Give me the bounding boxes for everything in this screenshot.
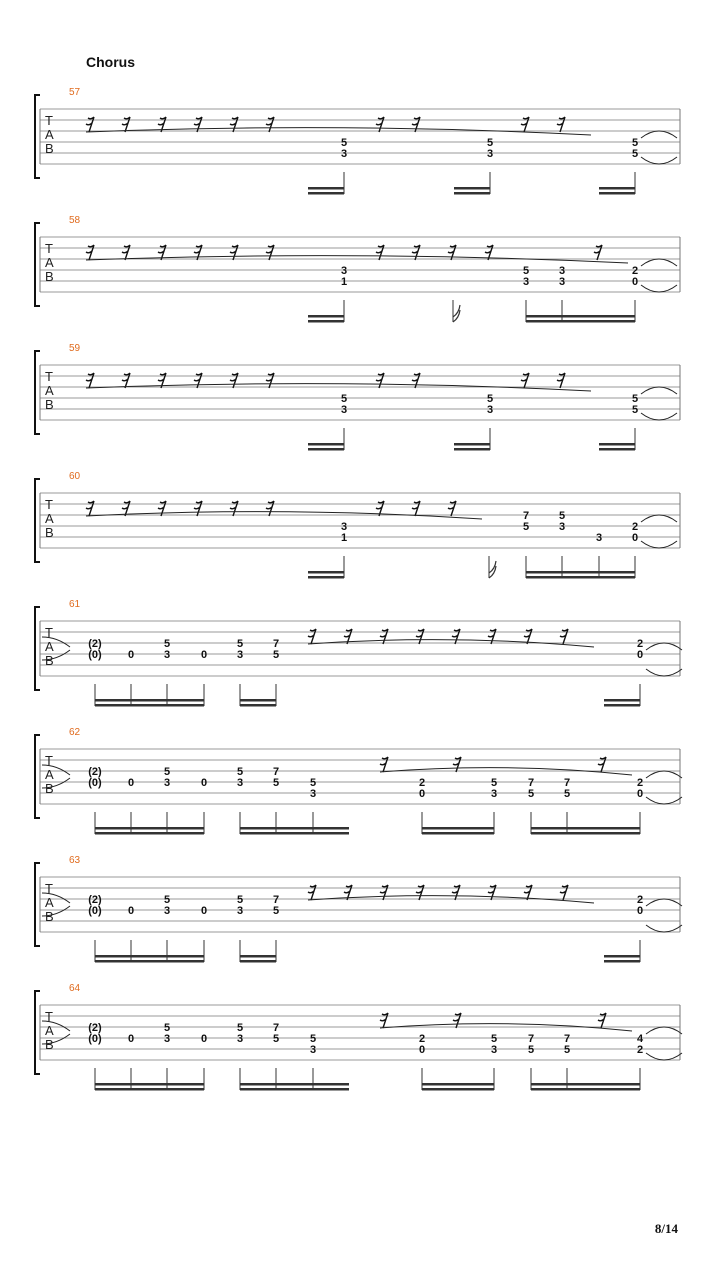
note-beam: [531, 832, 640, 835]
fret-number: 7: [272, 894, 280, 906]
note-beam: [308, 315, 344, 318]
fret-number: 3: [340, 265, 348, 277]
tie-out-arc: [646, 1027, 682, 1034]
note-beam: [531, 827, 640, 830]
note-beam: [531, 1083, 640, 1086]
rest-mark: [557, 373, 565, 388]
fret-number: 3: [558, 521, 566, 533]
fret-number: 3: [558, 265, 566, 277]
note-beam: [240, 827, 349, 830]
rest-mark: [521, 373, 529, 388]
note-beam: [526, 320, 635, 323]
note-beam: [308, 571, 344, 574]
tab-system: [35, 471, 680, 579]
fret-number: 0: [127, 649, 135, 661]
fret-number: 3: [236, 649, 244, 661]
rest-mark: [412, 117, 420, 132]
system-bracket: [35, 863, 40, 946]
fret-number: 3: [486, 404, 494, 416]
note-beam: [95, 955, 204, 958]
rest-mark: [376, 373, 384, 388]
fret-number: 3: [163, 649, 171, 661]
fret-number: (2): [88, 894, 102, 906]
fret-number: 7: [563, 1033, 571, 1045]
rest-mark: [598, 1013, 606, 1028]
measure-number: 61: [69, 599, 81, 610]
fret-number: (0): [88, 1033, 102, 1045]
section-title: Chorus: [86, 54, 135, 70]
fret-number: 7: [527, 777, 535, 789]
fret-number: 2: [631, 521, 639, 533]
fret-number: 3: [490, 788, 498, 800]
fret-number: 5: [490, 777, 498, 789]
tab-clef-letter: A: [45, 255, 54, 270]
rest-mark: [521, 117, 529, 132]
note-beam: [604, 699, 640, 702]
rest-mark: [376, 117, 384, 132]
fret-number: 7: [272, 766, 280, 778]
fret-number: 5: [522, 521, 530, 533]
rest-mark: [452, 629, 460, 644]
fret-number: 3: [236, 905, 244, 917]
tab-system: [35, 343, 680, 451]
fret-number: 0: [631, 276, 639, 288]
fret-number: 5: [272, 777, 280, 789]
tie-out-arc: [641, 515, 677, 522]
measure-number: 60: [69, 471, 81, 482]
tab-system: [35, 87, 680, 195]
fret-number: 5: [631, 137, 639, 149]
fret-number: 5: [272, 649, 280, 661]
rest-mark: [86, 245, 94, 260]
rest-mark: [158, 501, 166, 516]
fret-number: 5: [236, 638, 244, 650]
fret-number: 3: [490, 1044, 498, 1056]
note-beam: [422, 1083, 494, 1086]
fret-number: 3: [340, 404, 348, 416]
note-beam: [308, 443, 344, 446]
rest-mark: [453, 1013, 461, 1028]
tab-system: [35, 599, 682, 707]
tab-clef-letter: B: [45, 141, 54, 156]
fret-number: 0: [636, 788, 644, 800]
tab-clef-letter: B: [45, 653, 54, 668]
rest-mark: [560, 629, 568, 644]
note-beam: [604, 960, 640, 963]
tab-clef-letter: T: [45, 881, 53, 896]
fret-number: (2): [88, 766, 102, 778]
fret-number: 3: [163, 777, 171, 789]
tab-clef-letter: B: [45, 781, 54, 796]
fret-number: 0: [636, 905, 644, 917]
fret-number: 5: [340, 137, 348, 149]
fret-number: 5: [490, 1033, 498, 1045]
rest-mark: [86, 501, 94, 516]
rest-mark: [194, 117, 202, 132]
fret-number: 2: [636, 777, 644, 789]
note-beam: [526, 571, 635, 574]
tab-clef-letter: T: [45, 497, 53, 512]
rest-mark: [194, 501, 202, 516]
note-flag: [489, 561, 496, 578]
rest-mark: [598, 757, 606, 772]
fret-number: 2: [636, 894, 644, 906]
fret-number: 3: [486, 148, 494, 160]
rest-mark: [412, 373, 420, 388]
fret-number: 0: [127, 777, 135, 789]
fret-number: (0): [88, 649, 102, 661]
tie-out-arc: [646, 925, 682, 932]
fret-number: 2: [636, 638, 644, 650]
rest-mark: [230, 117, 238, 132]
fret-number: 2: [418, 1033, 426, 1045]
rest-mark: [86, 373, 94, 388]
note-beam: [599, 192, 635, 195]
fret-number: 3: [163, 905, 171, 917]
fret-number: 5: [309, 777, 317, 789]
tie-out-arc: [646, 669, 682, 676]
rest-mark: [194, 373, 202, 388]
rest-mark: [380, 757, 388, 772]
note-beam: [422, 832, 494, 835]
rest-mark: [122, 117, 130, 132]
rest-mark: [266, 245, 274, 260]
fret-number: 0: [127, 1033, 135, 1045]
note-beam: [95, 832, 204, 835]
rest-mark: [452, 885, 460, 900]
note-beam: [308, 448, 344, 451]
tie-out-arc: [646, 797, 682, 804]
fret-number: 3: [309, 788, 317, 800]
system-bracket: [35, 223, 40, 306]
note-beam: [526, 576, 635, 579]
fret-number: 3: [522, 276, 530, 288]
rest-mark: [308, 629, 316, 644]
fret-number: 5: [522, 265, 530, 277]
system-bracket: [35, 735, 40, 818]
measure-number: 64: [69, 983, 81, 994]
fret-number: 5: [631, 404, 639, 416]
fret-number: 0: [418, 1044, 426, 1056]
rest-mark: [230, 501, 238, 516]
note-beam: [240, 832, 349, 835]
tab-clef-letter: B: [45, 909, 54, 924]
rest-mark: [308, 885, 316, 900]
tab-clef-letter: B: [45, 269, 54, 284]
measure-number: 57: [69, 87, 81, 98]
fret-number: 3: [309, 1044, 317, 1056]
note-beam: [308, 320, 344, 323]
fret-number: 7: [563, 777, 571, 789]
rest-mark: [448, 245, 456, 260]
fret-number: 3: [163, 1033, 171, 1045]
rest-mark: [380, 1013, 388, 1028]
rest-mark: [380, 885, 388, 900]
tie-out-arc: [641, 157, 677, 164]
fret-number: 7: [272, 638, 280, 650]
note-beam: [95, 699, 204, 702]
note-beam: [454, 443, 490, 446]
fret-number: 5: [236, 766, 244, 778]
system-bracket: [35, 95, 40, 178]
rest-mark: [560, 885, 568, 900]
rest-mark: [416, 885, 424, 900]
tab-system: [35, 215, 680, 323]
fret-number: 5: [631, 393, 639, 405]
tie-out-arc: [646, 771, 682, 778]
fret-number: 2: [636, 1044, 644, 1056]
note-beam: [95, 827, 204, 830]
fret-number: 0: [631, 532, 639, 544]
tab-clef-letter: T: [45, 1009, 53, 1024]
tie-out-arc: [646, 899, 682, 906]
rest-mark: [453, 757, 461, 772]
tie-out-arc: [641, 541, 677, 548]
rest-mark: [376, 245, 384, 260]
fret-number: 2: [418, 777, 426, 789]
note-beam: [599, 443, 635, 446]
rest-mark: [557, 117, 565, 132]
tie-out-arc: [641, 387, 677, 394]
measure-number: 59: [69, 343, 81, 354]
note-beam: [422, 1088, 494, 1091]
rest-mark: [448, 501, 456, 516]
fret-number: 5: [527, 1044, 535, 1056]
tab-clef-letter: B: [45, 397, 54, 412]
tab-clef-letter: T: [45, 625, 53, 640]
note-beam: [454, 187, 490, 190]
note-beam: [240, 1083, 349, 1086]
tab-clef-letter: T: [45, 241, 53, 256]
rest-mark: [594, 245, 602, 260]
fret-number: 5: [631, 148, 639, 160]
tie-out-arc: [641, 413, 677, 420]
note-beam: [454, 192, 490, 195]
system-bracket: [35, 479, 40, 562]
fret-number: 5: [163, 894, 171, 906]
fret-number: 5: [272, 1033, 280, 1045]
tab-clef-letter: A: [45, 511, 54, 526]
note-flag: [453, 305, 460, 322]
fret-number: 7: [527, 1033, 535, 1045]
measure-number: 58: [69, 215, 81, 226]
tie-out-arc: [646, 1053, 682, 1060]
fret-number: 5: [563, 788, 571, 800]
note-beam: [308, 187, 344, 190]
fret-number: 0: [200, 1033, 208, 1045]
tab-clef-letter: T: [45, 113, 53, 128]
fret-number: 0: [418, 788, 426, 800]
note-beam: [526, 315, 635, 318]
fret-number: 3: [340, 148, 348, 160]
fret-number: 4: [636, 1033, 644, 1045]
rest-mark: [230, 373, 238, 388]
tab-system: [35, 855, 682, 963]
note-beam: [240, 955, 276, 958]
note-beam: [95, 960, 204, 963]
fret-number: 5: [163, 1022, 171, 1034]
fret-number: 5: [340, 393, 348, 405]
measure-number: 62: [69, 727, 81, 738]
fret-number: 5: [558, 510, 566, 522]
rest-mark: [488, 885, 496, 900]
system-bracket: [35, 991, 40, 1074]
rest-mark: [122, 245, 130, 260]
rest-mark: [230, 245, 238, 260]
fret-number: 5: [272, 905, 280, 917]
fret-number: (2): [88, 1022, 102, 1034]
note-beam: [604, 704, 640, 707]
note-beam: [95, 704, 204, 707]
fret-number: 5: [486, 393, 494, 405]
rest-mark: [266, 501, 274, 516]
fret-number: 5: [486, 137, 494, 149]
fret-number: 0: [200, 649, 208, 661]
fret-number: 5: [309, 1033, 317, 1045]
tab-clef-letter: A: [45, 895, 54, 910]
page-number: 8/14: [654, 1221, 678, 1236]
tab-clef-letter: A: [45, 767, 54, 782]
tab-clef-letter: A: [45, 1023, 54, 1038]
fret-number: (0): [88, 905, 102, 917]
tab-clef-letter: T: [45, 369, 53, 384]
fret-number: 5: [236, 1022, 244, 1034]
tie-out-arc: [641, 285, 677, 292]
rest-mark: [194, 245, 202, 260]
rest-mark: [266, 117, 274, 132]
fret-number: 0: [636, 649, 644, 661]
rest-mark: [488, 629, 496, 644]
fret-number: 5: [563, 1044, 571, 1056]
fret-number: 2: [631, 265, 639, 277]
note-beam: [308, 576, 344, 579]
note-beam: [531, 1088, 640, 1091]
fret-number: 3: [558, 276, 566, 288]
rest-mark: [412, 245, 420, 260]
fret-number: 3: [236, 1033, 244, 1045]
fret-number: 7: [522, 510, 530, 522]
fret-number: 0: [200, 905, 208, 917]
fret-number: (2): [88, 638, 102, 650]
fret-number: 0: [127, 905, 135, 917]
note-beam: [95, 1088, 204, 1091]
rest-mark: [86, 117, 94, 132]
fret-number: 5: [163, 638, 171, 650]
rest-mark: [416, 629, 424, 644]
note-beam: [454, 448, 490, 451]
tab-system: [35, 983, 682, 1091]
fret-number: 3: [236, 777, 244, 789]
note-beam: [422, 827, 494, 830]
tab-clef-letter: A: [45, 639, 54, 654]
fret-number: 7: [272, 1022, 280, 1034]
tie-out-arc: [641, 131, 677, 138]
fret-number: (0): [88, 777, 102, 789]
note-beam: [308, 192, 344, 195]
fret-number: 5: [163, 766, 171, 778]
note-beam: [240, 1088, 349, 1091]
measure-number: 63: [69, 855, 81, 866]
rest-mark: [266, 373, 274, 388]
rest-mark: [122, 373, 130, 388]
fret-number: 5: [527, 788, 535, 800]
tie-out-arc: [641, 259, 677, 266]
fret-number: 1: [340, 276, 348, 288]
note-beam: [604, 955, 640, 958]
fret-number: 5: [236, 894, 244, 906]
system-bracket: [35, 351, 40, 434]
rest-mark: [412, 501, 420, 516]
fret-number: 3: [595, 532, 603, 544]
note-beam: [240, 699, 276, 702]
note-beam: [599, 187, 635, 190]
note-beam: [240, 960, 276, 963]
note-beam: [240, 704, 276, 707]
note-beam: [599, 448, 635, 451]
tab-clef-letter: T: [45, 753, 53, 768]
tab-clef-letter: B: [45, 525, 54, 540]
tab-clef-letter: A: [45, 383, 54, 398]
system-bracket: [35, 607, 40, 690]
fret-number: 1: [340, 532, 348, 544]
tab-system: [35, 727, 682, 835]
rest-mark: [380, 629, 388, 644]
fret-number: 3: [340, 521, 348, 533]
tab-clef-letter: B: [45, 1037, 54, 1052]
note-beam: [95, 1083, 204, 1086]
tab-clef-letter: A: [45, 127, 54, 142]
fret-number: 0: [200, 777, 208, 789]
tie-out-arc: [646, 643, 682, 650]
